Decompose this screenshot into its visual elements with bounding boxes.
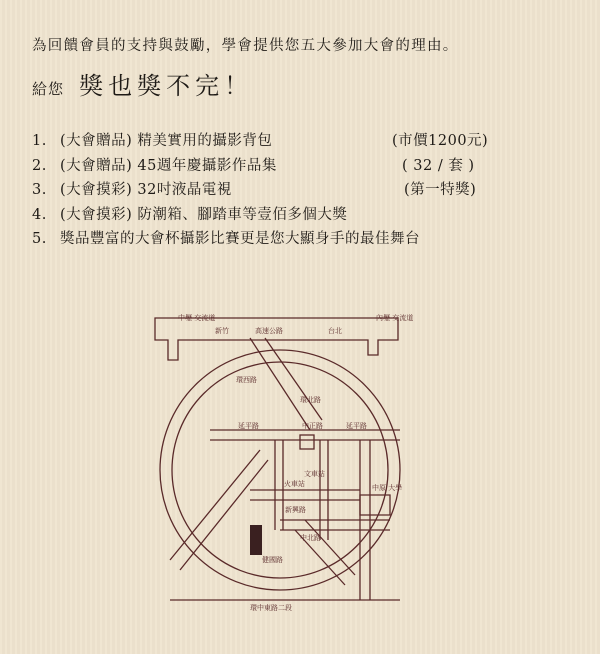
slogan (32, 66, 253, 101)
reason-number: 3. (32, 182, 47, 198)
reason-text: 獎品豐富的大會杯攝影比賽更是您大顯身手的最佳舞台 (60, 231, 420, 247)
map-label-huanzhong: 環中東路二段 (250, 604, 292, 612)
reason-number: 2. (32, 157, 47, 174)
location-map (150, 300, 450, 640)
slogan-headline: 獎也獎不完！ (79, 72, 254, 100)
map-label-huanxi: 環西路 (236, 376, 257, 384)
reason-text: (大會贈品) 45週年慶攝影作品集 (60, 157, 277, 174)
map-label-xinxing: 新興路 (285, 506, 306, 514)
zhongyuan-box (360, 495, 390, 515)
reason-number: 5. (32, 231, 47, 247)
reason-text: (大會贈品) 精美實用的攝影背包 (60, 133, 273, 149)
slogan-prefix: 給您 (32, 80, 65, 98)
reason-text: (大會摸彩) 防潮箱、腳踏車等壹佰多個大獎 (60, 206, 348, 223)
venue-marker (250, 525, 262, 555)
map-label-huochezhan: 火車站 (284, 480, 305, 488)
station-marker (300, 435, 314, 449)
map-label-yanping-right: 延平路 (346, 422, 367, 430)
reason-note: ( 32 / 套 ) (402, 157, 475, 174)
reason-note: (市價1200元) (392, 133, 489, 149)
reason-number: 1. (32, 133, 47, 149)
map-label-zhongbei: 中北路 (300, 534, 321, 542)
reason-item (32, 227, 577, 252)
reason-number: 4. (32, 206, 47, 223)
map-label-wenhuazhan: 文車站 (304, 470, 325, 478)
map-label-zhongyuan: 中原 大學 (372, 484, 403, 492)
map-label-taipei: 台北 (328, 327, 342, 335)
map-label-huanbei: 環北路 (300, 396, 321, 404)
map-label-zhongzheng: 中正路 (302, 422, 323, 430)
reason-note: (第一特獎) (404, 182, 477, 198)
map-label-jianguo: 健國路 (262, 556, 283, 564)
xinxing-road (250, 490, 360, 500)
ring-road (160, 350, 403, 590)
reason-text: (大會摸彩) 32吋液晶電視 (60, 182, 232, 198)
map-label-interchange-left: 中壢 交流道 (178, 314, 216, 322)
intro-text: 為回饋會員的支持與鼓勵，學會提供您五大參加大會的理由。 (32, 38, 459, 54)
reason-item (32, 203, 577, 228)
reasons-list (32, 129, 577, 252)
map-label-freeway: 高速公路 (255, 327, 283, 335)
reason-item (32, 178, 577, 203)
map-label-xinzhu: 新竹 (215, 327, 229, 335)
reason-item (32, 129, 577, 154)
reason-item (32, 154, 577, 179)
ring-road-inner (172, 362, 388, 578)
station-road (275, 440, 283, 530)
map-label-interchange-right: 內壢 交流道 (376, 314, 414, 322)
map-label-yanping-left: 延平路 (238, 422, 259, 430)
